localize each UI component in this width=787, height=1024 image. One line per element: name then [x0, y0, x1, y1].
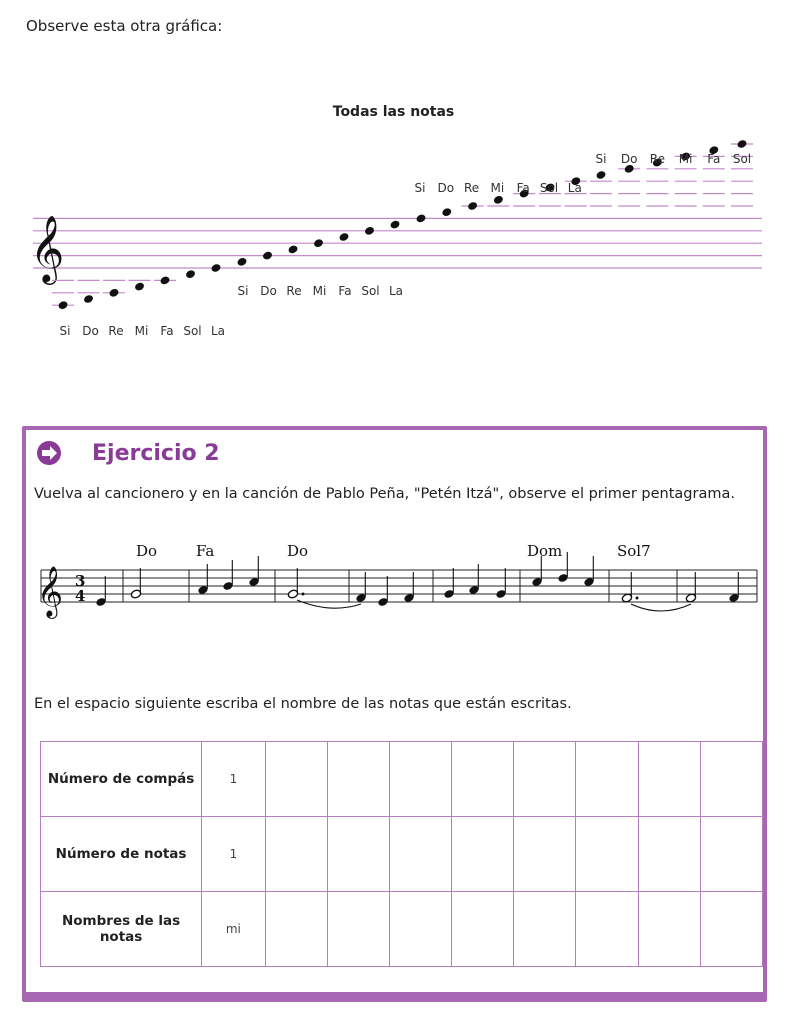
chart-title: Todas las notas [332, 104, 455, 120]
note-head [313, 238, 324, 248]
note-label: Fa [707, 152, 721, 166]
note-head [493, 195, 504, 205]
answer-cell[interactable] [576, 817, 638, 892]
note-head [57, 300, 68, 310]
row-header: Número de compás [41, 742, 202, 817]
answer-cell[interactable] [514, 892, 576, 967]
note-label: Re [108, 324, 124, 338]
chord-label: Dom [527, 542, 563, 560]
note-label: Sol [539, 181, 559, 195]
answer-cell[interactable] [265, 742, 327, 817]
answer-cell[interactable] [452, 817, 514, 892]
note-head [415, 213, 426, 223]
answer-cell[interactable] [514, 742, 576, 817]
tie [631, 604, 691, 611]
note-label: Si [59, 324, 71, 338]
time-signature-bottom: 4 [75, 587, 86, 605]
answer-cell[interactable] [327, 892, 389, 967]
exercise-instruction-2: En el espacio siguiente escriba el nombre de las notas que están escritas. [34, 696, 572, 712]
note-label: Fa [516, 181, 530, 195]
note-head [108, 288, 119, 298]
exercise-box [22, 426, 767, 1002]
answer-cell[interactable] [327, 742, 389, 817]
note-label: Re [464, 181, 480, 195]
note-label: Fa [160, 324, 174, 338]
answer-cell[interactable] [265, 892, 327, 967]
note-head [83, 294, 94, 304]
answer-cell[interactable]: mi [202, 892, 266, 967]
answer-cell[interactable]: 1 [202, 817, 266, 892]
dot [302, 593, 305, 596]
all-notes-staff [0, 140, 787, 360]
table-row [41, 892, 763, 967]
note-label: Mi [678, 152, 693, 166]
note-head [467, 201, 478, 211]
song-score [31, 530, 761, 640]
note-head [364, 226, 375, 236]
chord-label: Sol7 [617, 542, 651, 560]
note-head [262, 250, 273, 260]
arrow-circle-icon [36, 440, 62, 466]
note-label: Sol [361, 284, 380, 298]
answer-cell[interactable] [389, 742, 451, 817]
note-label: La [567, 181, 582, 195]
answer-cell[interactable] [452, 742, 514, 817]
answer-cell[interactable] [638, 817, 700, 892]
note-head [595, 170, 606, 180]
note-head [134, 281, 145, 291]
note-label: Re [286, 284, 302, 298]
note-label: Sol [183, 324, 202, 338]
exercise-instruction: Vuelva al cancionero y en la canción de Pablo Peña, "Petén Itzá", observe el primer pentagrama. [34, 486, 735, 502]
exercise-header [36, 440, 220, 466]
note-label: Do [620, 152, 638, 166]
exercise-title: Ejercicio 2 [92, 440, 220, 466]
answer-cell[interactable] [514, 817, 576, 892]
note-head [389, 219, 400, 229]
chord-label: Do [287, 542, 309, 560]
answer-cell[interactable] [638, 892, 700, 967]
note-label: Re [649, 152, 665, 166]
answer-cell[interactable] [576, 892, 638, 967]
time-signature-top: 3 [75, 572, 86, 590]
treble-clef-icon: 𝄞 [30, 214, 65, 282]
note-label: Do [260, 284, 277, 298]
intro-text: Observe esta otra gráfica: [26, 17, 223, 35]
note-head [210, 263, 221, 273]
note-label: La [210, 324, 226, 338]
answer-cell[interactable] [700, 742, 762, 817]
answer-cell[interactable] [576, 742, 638, 817]
note-label: Mi [490, 181, 505, 195]
note-label: Mi [312, 284, 327, 298]
table-row [41, 742, 763, 817]
note-label: Si [414, 181, 426, 195]
note-label: La [388, 284, 404, 298]
tie [297, 600, 361, 608]
note-head [736, 140, 747, 149]
answer-cell[interactable]: 1 [202, 742, 266, 817]
row-header: Nombres de las notas [41, 892, 202, 967]
note-label: Si [237, 284, 249, 298]
answer-table [40, 741, 763, 967]
dot [636, 597, 639, 600]
answer-cell[interactable] [389, 892, 451, 967]
note-label: Do [437, 181, 455, 195]
answer-cell[interactable] [700, 892, 762, 967]
table-row [41, 817, 763, 892]
note-label: Fa [338, 284, 352, 298]
note-head [159, 275, 170, 285]
note-label: Do [82, 324, 99, 338]
answer-cell[interactable] [327, 817, 389, 892]
row-header: Número de notas [41, 817, 202, 892]
score-staff [41, 570, 757, 602]
note-label: Mi [134, 324, 149, 338]
treble-clef-icon: 𝄞 [37, 566, 64, 617]
answer-cell[interactable] [638, 742, 700, 817]
answer-cell[interactable] [389, 817, 451, 892]
answer-cell[interactable] [452, 892, 514, 967]
answer-cell[interactable] [265, 817, 327, 892]
note-head [441, 207, 452, 217]
note-label: Sol [732, 152, 752, 166]
answer-cell[interactable] [700, 817, 762, 892]
note-head [185, 269, 196, 279]
note-group [52, 140, 753, 338]
note-label: Si [595, 152, 607, 166]
chord-label: Do [136, 542, 158, 560]
note-head [338, 232, 349, 242]
note-head [236, 257, 247, 267]
note-head [287, 244, 298, 254]
chord-label: Fa [196, 542, 215, 560]
